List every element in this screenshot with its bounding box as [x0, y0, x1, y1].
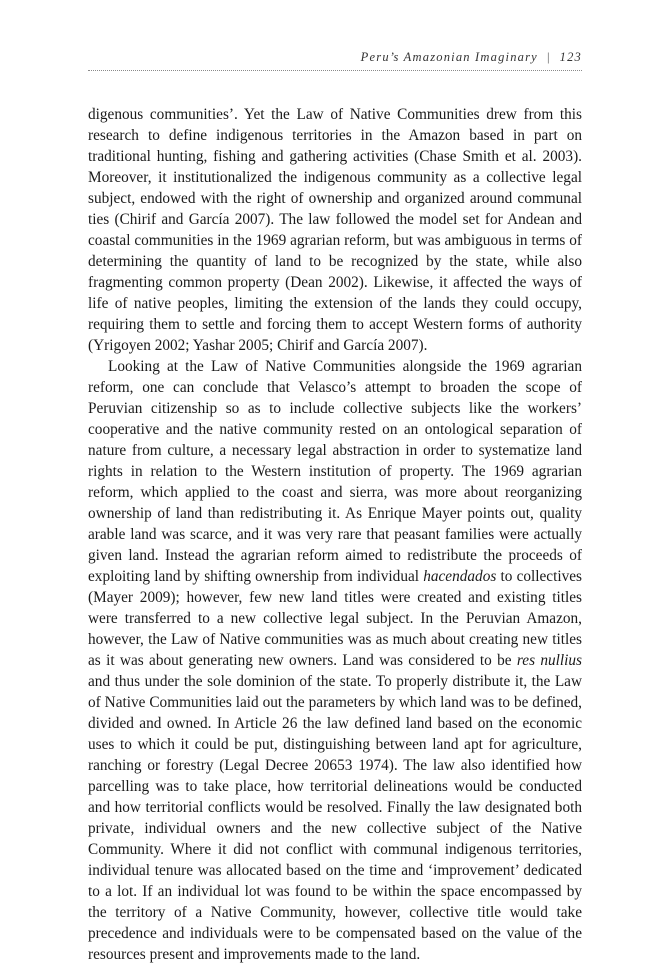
header-separator: |: [546, 50, 551, 64]
italic-term-hacendados: hacendados: [423, 568, 497, 585]
running-header: [88, 46, 582, 71]
body-text: [88, 104, 582, 965]
paragraph-2-part-b: to collectives (Mayer 2009); however, few new land titles were created and existing titles were transferred to a new collective legal subject. In the Peruvian Amazon, however, the Law of Native communities was as much about creating new titles as it was about generating new owners. Land was considered to be: [88, 568, 582, 669]
page-number: 123: [559, 50, 582, 64]
paragraph-2-part-a: Looking at the Law of Native Communities alongside the 1969 agrarian reform, one can conclude that Velasco’s attempt to broaden the scope of Peruvian citizenship so as to include collective subjects like the workers’ cooperative and the native community rested on an ontological separation of nature from culture, a necessary legal abstraction in order to systematize land rights in relation to the Western institution of property. The 1969 agrarian reform, which applied to the coast and sierra, was more about reorganizing ownership of land than redistributing it. As Enrique Mayer points out, quality arable land was scarce, and it was very rare that peasant families were actually given land. Instead the agrarian reform aimed to redistribute the proceeds of exploiting land by shifting ownership from individual: [88, 358, 582, 585]
paragraph-2-part-c: and thus under the sole dominion of the state. To properly distribute it, the Law of Native Communities laid out the parameters by which land was to be defined, divided and owned. In Article 26 the law defined land based on the economic uses to which it could be put, distinguishing between land apt for agriculture, ranching or forestry (Legal Decree 20653 1974). The law also identified how parcelling was to take place, how territorial delineations would be conducted and how territorial conflicts would be resolved. Finally the law designated both private, individual owners and the new collective subject of the Native Community. Where it did not conflict with communal indigenous territories, individual tenure was allocated based on the time and ‘improvement’ dedicated to a lot. If an individual lot was found to be within the space encompassed by the territory of a Native Community, however, collective title would take precedence and individuals were to be compensated based on the value of the resources present and improvements made to the land.: [88, 673, 582, 963]
italic-term-res-nullius: res nullius: [516, 652, 582, 669]
paragraph-2: [88, 356, 582, 965]
running-title: Peru’s Amazonian Imaginary: [360, 50, 538, 64]
paragraph-1: digenous communities’. Yet the Law of Native Communities drew from this research to define indigenous territories in the Amazon based in part on traditional hunting, fishing and gathering activities (Chase Smith et al. 2003). Moreover, it institutionalized the indigenous community as a collective legal subject, endowed with the right of ownership and organized around communal ties (Chirif and García 2007). The law followed the model set for Andean and coastal communities in the 1969 agrarian reform, but was ambiguous in terms of determining the quantity of land to be recognized by the state, while also fragmenting common property (Dean 2002). Likewise, it affected the ways of life of native peoples, limiting the extension of the lands they could occupy, requiring them to settle and forcing them to accept Western forms of authority (Yrigoyen 2002; Yashar 2005; Chirif and García 2007).: [88, 106, 582, 354]
